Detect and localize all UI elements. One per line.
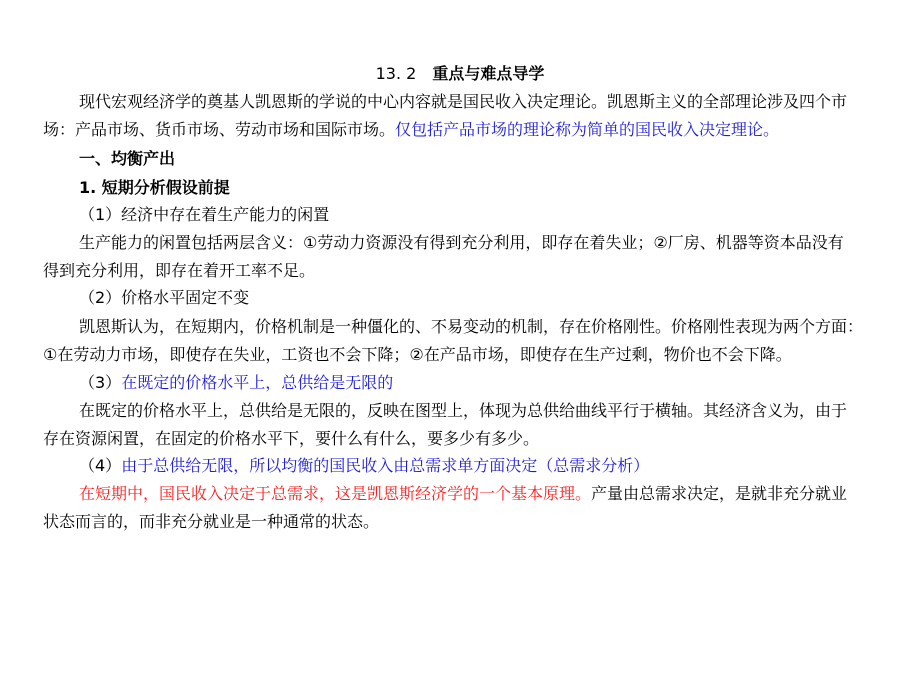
para4-line-1 <box>79 484 847 504</box>
intro-highlight: 仅包括产品市场的理论称为简单的国民收入决定理论。 <box>395 120 780 139</box>
para4-line-2: 状态而言的，而非充分就业是一种通常的状态。 <box>43 512 380 531</box>
heading-short-run-assumptions: 1. 短期分析假设前提 <box>79 178 230 197</box>
heading-equilibrium-output: 一、均衡产出 <box>79 149 176 168</box>
assumption-3 <box>79 373 393 393</box>
section-number: 13. 2 <box>375 64 417 83</box>
assumption-2: （2）价格水平固定不变 <box>79 288 250 307</box>
assumption-4 <box>79 456 649 476</box>
assumption-3-number: （3） <box>79 373 122 392</box>
intro-line-1: 现代宏观经济学的奠基人凯恩斯的学说的中心内容就是国民收入决定理论。凯恩斯主义的全部理论涉及四个市 <box>79 92 848 111</box>
assumption-4-text: 由于总供给无限，所以均衡的国民收入由总需求单方面决定（总需求分析） <box>121 456 650 475</box>
para3-line-1: 在既定的价格水平上，总供给是无限的，反映在图型上，体现为总供给曲线平行于横轴。其经济含义为，由于 <box>79 401 848 420</box>
intro-line-2 <box>43 120 779 140</box>
section-title <box>0 64 920 84</box>
assumption-3-text: 在既定的价格水平上，总供给是无限的 <box>121 373 394 392</box>
para2-line-1: 凯恩斯认为，在短期内，价格机制是一种僵化的、不易变动的机制，存在价格刚性。价格刚性表现为两个方面： <box>79 317 864 336</box>
para3-line-2: 存在资源闲置，在固定的价格水平下，要什么有什么，要多少有多少。 <box>43 429 540 448</box>
para2-line-2: ①在劳动力市场，即使存在失业，工资也不会下降；②在产品市场，即使存在生产过剩，物价也不会下降。 <box>43 345 792 364</box>
section-title-text: 重点与难点导学 <box>432 64 545 83</box>
intro-text: 场：产品市场、货币市场、劳动市场和国际市场。 <box>43 120 396 139</box>
assumption-1: （1）经济中存在着生产能力的闲置 <box>79 205 330 224</box>
para1-line-2: 得到充分利用，即存在着开工率不足。 <box>43 261 316 280</box>
para4-highlight: 在短期中，国民收入决定于总需求，这是凯恩斯经济学的一个基本原理。 <box>79 484 592 503</box>
para4-rest: 产量由总需求决定，是就非充分就业 <box>591 484 848 503</box>
assumption-4-number: （4） <box>79 456 122 475</box>
para1-line-1: 生产能力的闲置包括两层含义：①劳动力资源没有得到充分利用，即存在着失业；②厂房、机器等资本品没有 <box>79 233 844 252</box>
